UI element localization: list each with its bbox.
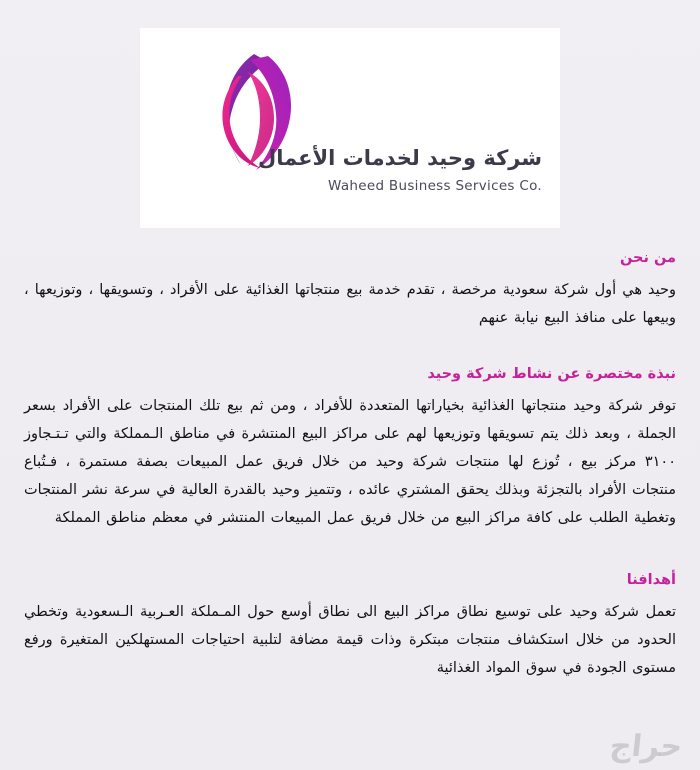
logo-arabic-name: شركة وحيد لخدمات الأعمال (258, 146, 542, 170)
section-overview (20, 366, 680, 532)
section-about (20, 250, 680, 332)
section-overview-title: نبذة مختصرة عن نشاط شركة وحيد (427, 366, 676, 382)
company-logo-card (140, 28, 560, 228)
section-about-text: وحيد هي أول شركة سعودية مرخصة ، تقدم خدمة بيع منتجاتها الغذائية على الأفراد ، وتسويقها ، وتوزيعها ، وبيعها على منافذ البيع نيابة عنهم (24, 282, 676, 326)
section-about-title: من نحن (619, 250, 676, 266)
section-overview-text: توفر شركة وحيد منتجاتها الغذائية بخياراتها المتعددة للأفراد ، ومن ثم بيع تلك المنتجات على الأفراد بسعر الجملة ، وبعد ذلك يتم تسويقها وتوزيعها لهم على مراكز البيع المنتشرة في مناطق الـمملكة والتي تـتـجاوز ٣١٠٠ مركز بيع ، تُوزع لها منتجات شركة وحيد من خلال فريق عمل المبيعات بصفة مستمرة ، فـتُباع منتجات الأفراد بالتجزئة وبذلك يحقق المشتري عائده ، وتتميز وحيد بالقدرة العالية في سرعة نشر المنتجات وتغطية الطلب على كافة مراكز البيع من خلال فريق عمل المبيعات المنتشر في معظم مناطق المملكة (24, 398, 676, 526)
section-goals (20, 572, 680, 682)
logo-english-name: Waheed Business Services Co. (328, 178, 542, 194)
document-body (0, 250, 700, 708)
site-watermark: حراج (607, 729, 684, 764)
section-goals-text: تعمل شركة وحيد على توسيع نطاق مراكز البيع الى نطاق أوسع حول المـملكة العـربية الـسعودية وتخطي الحدود من خلال استكشاف منتجات مبتكرة وذات قيمة مضافة لتلبية احتياجات المستهلكين المتغيرة ورفع مستوى الجودة في سوق المواد الغذائية (24, 604, 676, 676)
section-goals-title: أهدافنا (626, 572, 676, 588)
